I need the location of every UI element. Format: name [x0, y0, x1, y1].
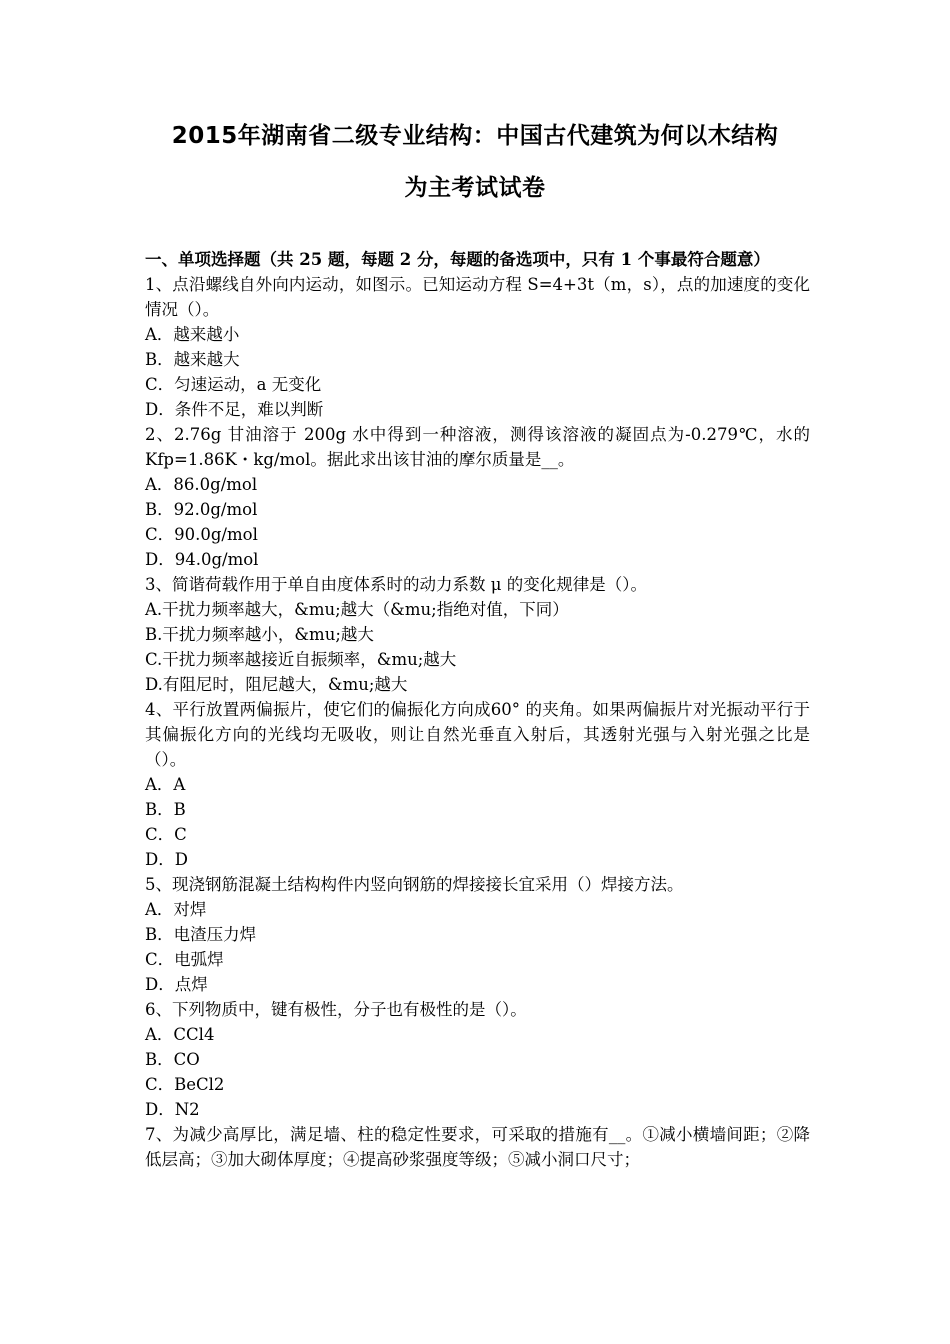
option-d: D．D — [145, 850, 188, 869]
option-b: B.干扰力频率越小，&mu;越大 — [145, 625, 374, 644]
option-d: D.有阻尼时，阻尼越大，&mu;越大 — [145, 675, 408, 694]
question-2 — [145, 422, 810, 572]
question-6 — [145, 997, 810, 1122]
question-1 — [145, 272, 810, 422]
question-5 — [145, 872, 810, 997]
option-b: B．越来越大 — [145, 350, 240, 369]
option-b: B．CO — [145, 1050, 200, 1069]
question-stem: 7、为减少高厚比，满足墙、柱的稳定性要求，可采取的措施有__。①减小横墙间距；②降低层高；③加大砌体厚度；④提高砂浆强度等级；⑤减小洞口尺寸； — [145, 1125, 810, 1169]
option-c: C．C — [145, 825, 187, 844]
option-a: A．越来越小 — [145, 325, 240, 344]
option-d: D．条件不足，难以判断 — [145, 400, 324, 419]
option-a: A.干扰力频率越大，&mu;越大（&mu;指绝对值，下同） — [145, 600, 569, 619]
question-stem: 6、下列物质中，键有极性，分子也有极性的是（）。 — [145, 1000, 527, 1019]
exam-body — [145, 247, 810, 1172]
question-stem: 1、点沿螺线自外向内运动，如图示。已知运动方程 S=4+3t（m，s），点的加速度的变化情况（）。 — [145, 275, 810, 319]
question-3 — [145, 572, 810, 697]
section-heading: 一、单项选择题（共 25 题，每题 2 分，每题的备选项中，只有 1 个事最符合题意） — [145, 250, 770, 269]
option-d: D．N2 — [145, 1100, 200, 1119]
option-a: A．86.0g/mol — [145, 475, 258, 494]
question-stem: 4、平行放置两偏振片，使它们的偏振化方向成60° 的夹角。如果两偏振片对光振动平行于其偏振化方向的光线均无吸收，则让自然光垂直入射后，其透射光强与入射光强之比是（）。 — [145, 700, 810, 769]
question-4 — [145, 697, 810, 872]
option-b: B．B — [145, 800, 186, 819]
option-c: C.干扰力频率越接近自振频率，&mu;越大 — [145, 650, 457, 669]
option-c: C．电弧焊 — [145, 950, 224, 969]
document-title-line-1: 2015年湖南省二级专业结构：中国古代建筑为何以木结构 — [171, 123, 779, 149]
option-d: D．点焊 — [145, 975, 208, 994]
option-b: B．电渣压力焊 — [145, 925, 257, 944]
question-stem: 5、现浇钢筋混凝土结构构件内竖向钢筋的焊接接长宜采用（）焊接方法。 — [145, 875, 684, 894]
document-title-line-2: 为主考试试卷 — [404, 175, 546, 201]
question-stem: 3、简谐荷载作用于单自由度体系时的动力系数 μ 的变化规律是（）。 — [145, 575, 647, 594]
option-d: D．94.0g/mol — [145, 550, 259, 569]
option-c: C．90.0g/mol — [145, 525, 258, 544]
question-stem: 2、2.76g 甘油溶于 200g 水中得到一种溶液，测得该溶液的凝固点为-0.279℃，水的 Kfp=1.86K・kg/mol。据此求出该甘油的摩尔质量是__。 — [145, 425, 810, 469]
option-c: C．匀速运动，a 无变化 — [145, 375, 322, 394]
option-a: A．A — [145, 775, 186, 794]
option-b: B．92.0g/mol — [145, 500, 258, 519]
question-7 — [145, 1122, 810, 1172]
option-c: C．BeCl2 — [145, 1075, 225, 1094]
option-a: A．对焊 — [145, 900, 207, 919]
option-a: A．CCl4 — [145, 1025, 215, 1044]
